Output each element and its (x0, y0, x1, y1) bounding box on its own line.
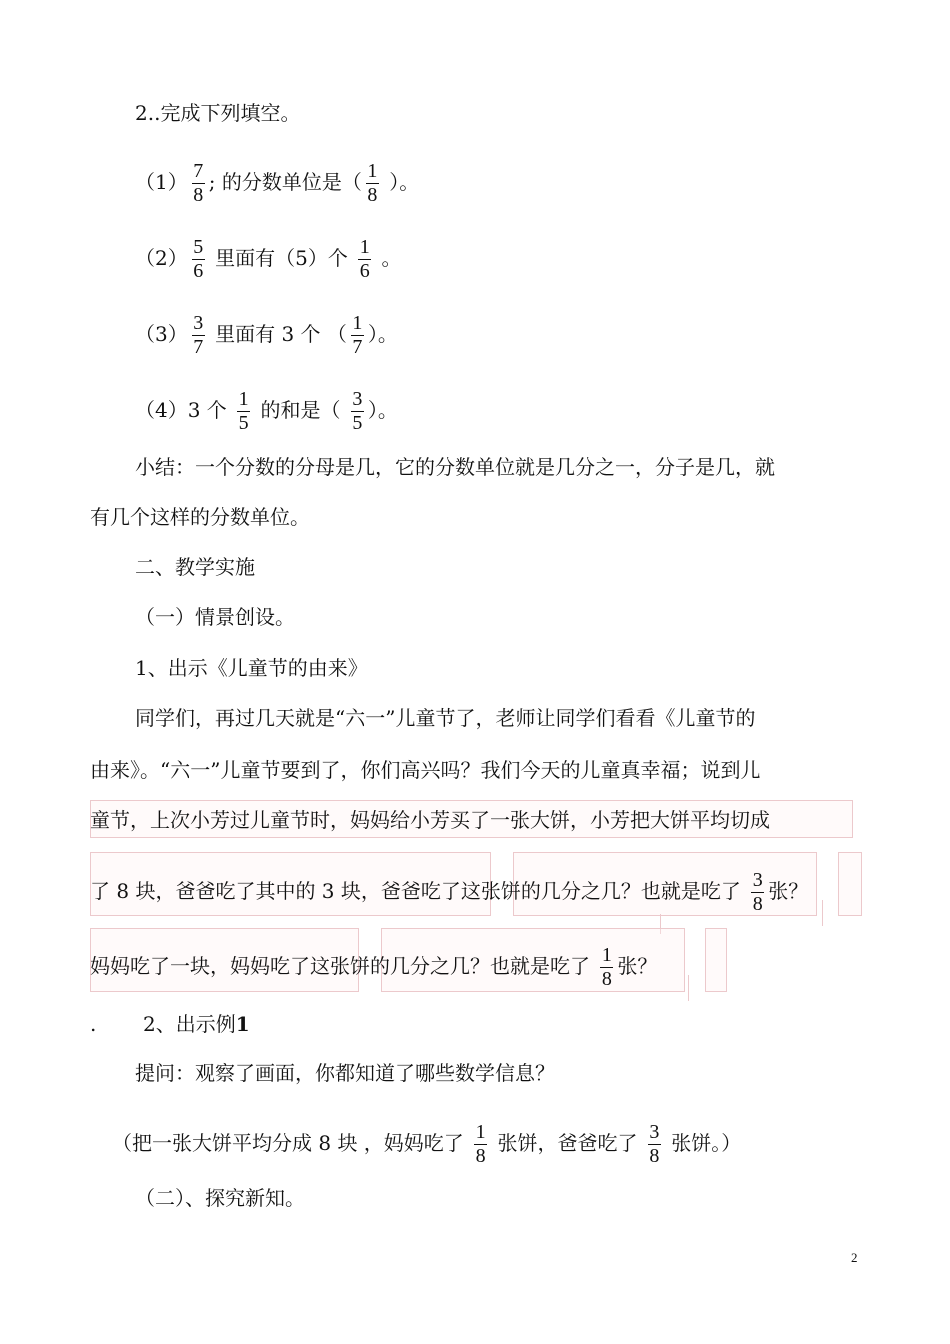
q4-answer-fraction (351, 389, 364, 434)
numerator: 7 (193, 160, 204, 182)
paragraph-line-4 (90, 870, 808, 915)
numerator: 3 (752, 869, 763, 891)
question-3 (135, 313, 398, 358)
highlight-box (705, 928, 727, 992)
paragraph-text: 张？ (768, 879, 809, 903)
q1-text: ; 的分数单位是（ (208, 170, 362, 194)
info-text: 张饼，爸爸吃了 (497, 1131, 638, 1155)
summary-line-2: 有几个这样的分数单位。 (90, 505, 310, 529)
info-line (112, 1122, 741, 1167)
denominator: 8 (601, 968, 612, 990)
paragraph-text: 张？ (617, 954, 658, 978)
q3-text: 里面有 3 个 （ (215, 322, 347, 346)
denominator: 8 (193, 184, 204, 206)
numerator: 1 (238, 388, 249, 410)
numerator: 1 (352, 312, 363, 334)
q1-suffix: ）。 (389, 170, 420, 194)
mother-fraction (600, 945, 613, 990)
q2-fraction (192, 237, 205, 282)
paragraph-text: 了 8 块，爸爸吃了其中的 3 块，爸爸吃了这张饼的几分之几？也就是吃了 (90, 879, 741, 903)
numerator: 1 (601, 944, 612, 966)
question-1 (135, 161, 419, 206)
info-text: （把一张大饼平均分成 8 块 ，妈妈吃了 (112, 1131, 464, 1155)
subsection-heading: （一）情景创设。 (135, 605, 295, 629)
numerator: 1 (475, 1121, 486, 1143)
question-prompt: 提问：观察了画面，你都知道了哪些数学信息？ (135, 1061, 555, 1085)
q4-fraction (237, 389, 250, 434)
father-fraction (751, 870, 764, 915)
connector-line (822, 900, 823, 926)
q4-prefix: （4）3 个 (135, 398, 227, 422)
paragraph-line-5 (90, 945, 657, 990)
q3-fraction (192, 313, 205, 358)
numerator: 1 (367, 160, 378, 182)
q4-text: 的和是（ (260, 398, 341, 422)
page-number: 2 (851, 1250, 858, 1265)
denominator: 8 (475, 1145, 486, 1167)
denominator: 8 (649, 1145, 660, 1167)
paragraph-line-2: 由来》。“六一”儿童节要到了，你们高兴吗？我们今天的儿童真幸福；说到儿 (90, 758, 761, 782)
denominator: 8 (367, 184, 378, 206)
item-2-marker: . (90, 1012, 97, 1036)
q2-prefix: （2） (135, 246, 188, 270)
q2-suffix: 。 (381, 246, 402, 270)
paragraph-line-3: 童节，上次小芳过儿童节时，妈妈给小芳买了一张大饼，小芳把大饼平均切成 (90, 808, 770, 832)
item-1: 1、出示《儿童节的由来》 (135, 656, 368, 680)
denominator: 8 (752, 893, 763, 915)
highlight-box (838, 852, 862, 916)
info-fraction-father (648, 1122, 661, 1167)
denominator: 7 (193, 336, 204, 358)
q3-suffix: ）。 (367, 322, 398, 346)
paragraph-text: 妈妈吃了一块，妈妈吃了这张饼的几分之几？也就是吃了 (90, 954, 590, 978)
question-2 (135, 237, 402, 282)
denominator: 6 (193, 260, 204, 282)
paragraph-line-1: 同学们，再过几天就是“六一”儿童节了，老师让同学们看看《儿童节的 (135, 706, 756, 730)
q3-answer-fraction (351, 313, 364, 358)
item-2-text: 2、出示例 (143, 1012, 236, 1036)
section-heading: 二、教学实施 (135, 555, 255, 579)
q2-text: 里面有（5）个 (215, 246, 348, 270)
denominator: 6 (359, 260, 370, 282)
numerator: 3 (193, 312, 204, 334)
q3-prefix: （3） (135, 322, 188, 346)
info-fraction-mother (474, 1122, 487, 1167)
numerator: 1 (359, 236, 370, 258)
question-4 (135, 389, 398, 434)
denominator: 5 (238, 412, 249, 434)
q4-suffix: ）。 (367, 398, 398, 422)
denominator: 7 (352, 336, 363, 358)
numerator: 3 (649, 1121, 660, 1143)
example-number: 1 (235, 1012, 250, 1036)
connector-line (688, 975, 689, 1001)
exercise-heading: 2..完成下列填空。 (135, 101, 301, 125)
numerator: 3 (352, 388, 363, 410)
summary-line-1: 小结：一个分数的分母是几，它的分数单位就是几分之一，分子是几，就 (135, 455, 775, 479)
denominator: 5 (352, 412, 363, 434)
subsection-heading-2: （二）、探究新知。 (135, 1186, 305, 1210)
item-2 (143, 1010, 250, 1038)
q2-answer-fraction (358, 237, 371, 282)
q1-prefix: （1） (135, 170, 188, 194)
q1-fraction (192, 161, 205, 206)
q1-answer-fraction (366, 161, 379, 206)
info-text: 张饼。） (671, 1131, 742, 1155)
numerator: 5 (193, 236, 204, 258)
